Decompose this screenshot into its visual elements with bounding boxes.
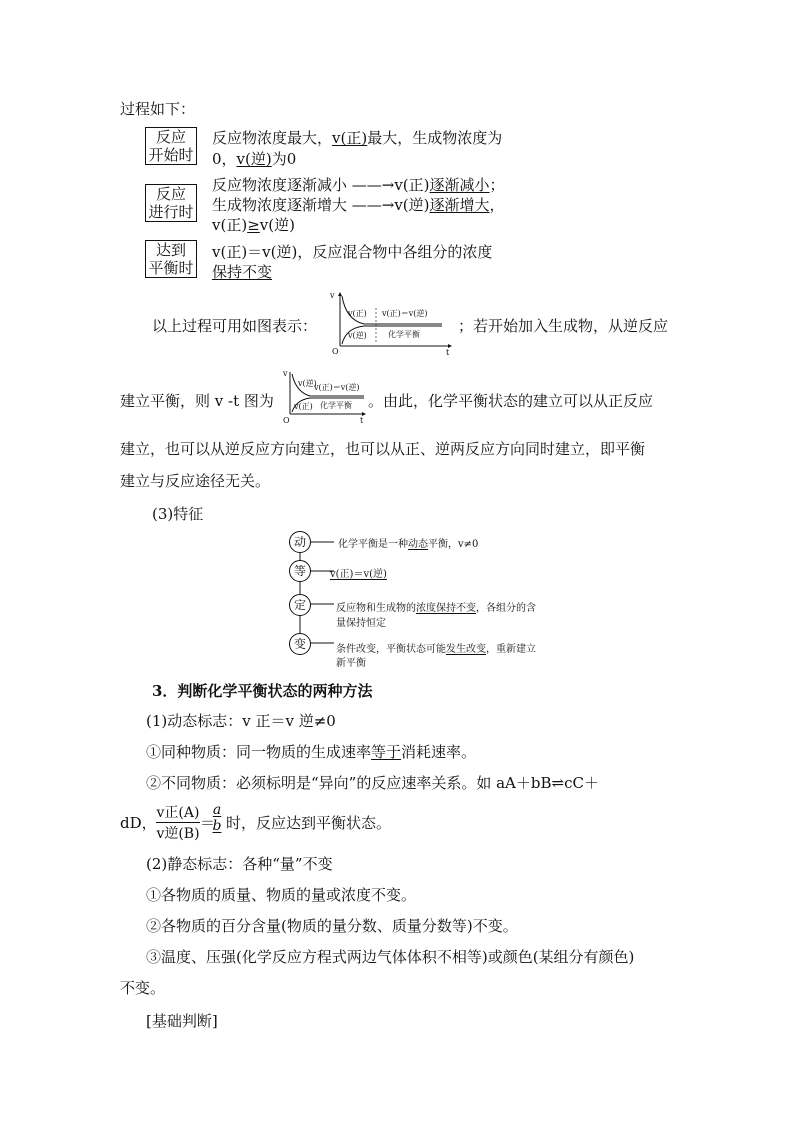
graph1-v-axis: v	[330, 291, 335, 300]
dynamic-indicator: (1)动态标志：v 正＝v 逆≠0	[146, 712, 336, 730]
stage-label-progress: 反应 进行时	[145, 184, 197, 222]
vt-graph-reverse	[280, 368, 368, 424]
graph2-lower-label: v(正)	[294, 402, 313, 411]
para1-after-graph: ；若开始加入生成物，从逆反应	[458, 317, 669, 335]
dD-label: dD，	[120, 814, 157, 832]
stage-progress-line1: 反应物浓度逐渐减小 ——→v(正)逐渐减小；	[212, 176, 505, 194]
section3-heading: 3．判断化学平衡状态的两种方法	[152, 682, 373, 700]
stage-equilibrium-line2: 保持不变	[212, 263, 273, 281]
graph2-upper-label: v(逆)	[298, 379, 317, 388]
feature-fixed-circle: 定	[289, 594, 311, 616]
stage-start-line1: 反应物浓度最大，v(正)最大，生成物浓度为	[212, 129, 503, 147]
fraction-tail: 时，反应达到平衡状态。	[226, 814, 392, 832]
feature-equal-text: v(正)＝v(逆)	[330, 569, 387, 580]
graph2-origin: O	[283, 416, 290, 424]
para1-line2-after: 。由此，化学平衡状态的建立可以从正反应	[368, 392, 654, 410]
graph1-t-axis: t	[446, 348, 450, 356]
stage-progress-line3: v(正)≥v(逆)	[212, 216, 295, 234]
graph1-upper-label: v(正)	[348, 309, 367, 318]
stage-equilibrium-line1: v(正)＝v(逆)，反应混合物中各组分的浓度	[212, 243, 493, 261]
static-item-2: ②各物质的百分含量(物质的量分数、质量分数等)不变。	[146, 917, 518, 935]
graph1-origin: O	[332, 347, 339, 356]
basic-judgement-heading: [基础判断]	[146, 1012, 218, 1030]
graph2-v-axis: v	[283, 369, 288, 378]
feature-dynamic-circle: 动	[289, 531, 311, 553]
features-heading: (3)特征	[152, 505, 204, 523]
feature-change-text2: 新平衡	[336, 658, 366, 669]
fraction-equals: ＝	[200, 814, 216, 832]
static-item-3-cont: 不变。	[120, 979, 166, 997]
para1-line3: 建立，也可以从逆反应方向建立，也可以从正、逆两反应方向同时建立，即平衡	[120, 440, 646, 458]
different-substance: ②不同物质：必须标明是“异向”的反应速率关系。如 aA＋bB⇌cC＋	[146, 774, 599, 792]
graph2-balance-label: 化学平衡	[320, 401, 352, 410]
graph2-t-axis: t	[360, 416, 364, 424]
feature-fixed-text2: 量保持恒定	[336, 618, 386, 629]
graph1-lower-label: v(逆)	[348, 331, 367, 340]
ab-fraction: $\frac{a}{b}$	[212, 802, 222, 834]
stage-label-start: 反应 开始时	[145, 127, 197, 165]
feature-dynamic-text: 化学平衡是一种动态平衡，v≠0	[338, 539, 479, 550]
graph1-eq-label: v(正)＝v(逆)	[382, 309, 428, 318]
vt-graph-forward	[324, 290, 456, 356]
static-item-3: ③温度、压强(化学反应方程式两边气体体积不相等)或颜色(某组分有颜色)	[146, 948, 635, 966]
stage-progress-line2: 生成物浓度逐渐增大 ——→v(逆)逐渐增大，	[212, 196, 505, 214]
para1-before-graph: 以上过程可用如图表示：	[152, 317, 318, 335]
para1-line2-before: 建立平衡，则 v -t 图为	[120, 392, 274, 410]
feature-change-text: 条件改变，平衡状态可能发生改变，重新建立	[336, 644, 536, 655]
feature-change-circle: 变	[289, 633, 311, 655]
static-indicator: (2)静态标志：各种“量”不变	[146, 855, 333, 873]
graph2-eq-label: v(正)＝v(逆)	[314, 383, 360, 392]
feature-fixed-text: 反应物和生成物的浓度保持不变，各组分的含	[336, 603, 536, 614]
stage-start-line2: 0，v(逆)为0	[212, 150, 297, 168]
stage-label-equilibrium: 达到 平衡时	[145, 240, 197, 278]
same-substance: ①同种物质：同一物质的生成速率等于消耗速率。	[146, 743, 477, 761]
static-item-1: ①各物质的质量、物质的量或浓度不变。	[146, 886, 417, 904]
para1-line4: 建立与反应途径无关。	[120, 472, 271, 490]
feature-equal-circle: 等	[289, 560, 311, 582]
graph1-balance-label: 化学平衡	[388, 330, 420, 339]
rate-fraction: v正(A) v逆(B)	[156, 802, 200, 843]
intro-text: 过程如下：	[120, 100, 196, 118]
